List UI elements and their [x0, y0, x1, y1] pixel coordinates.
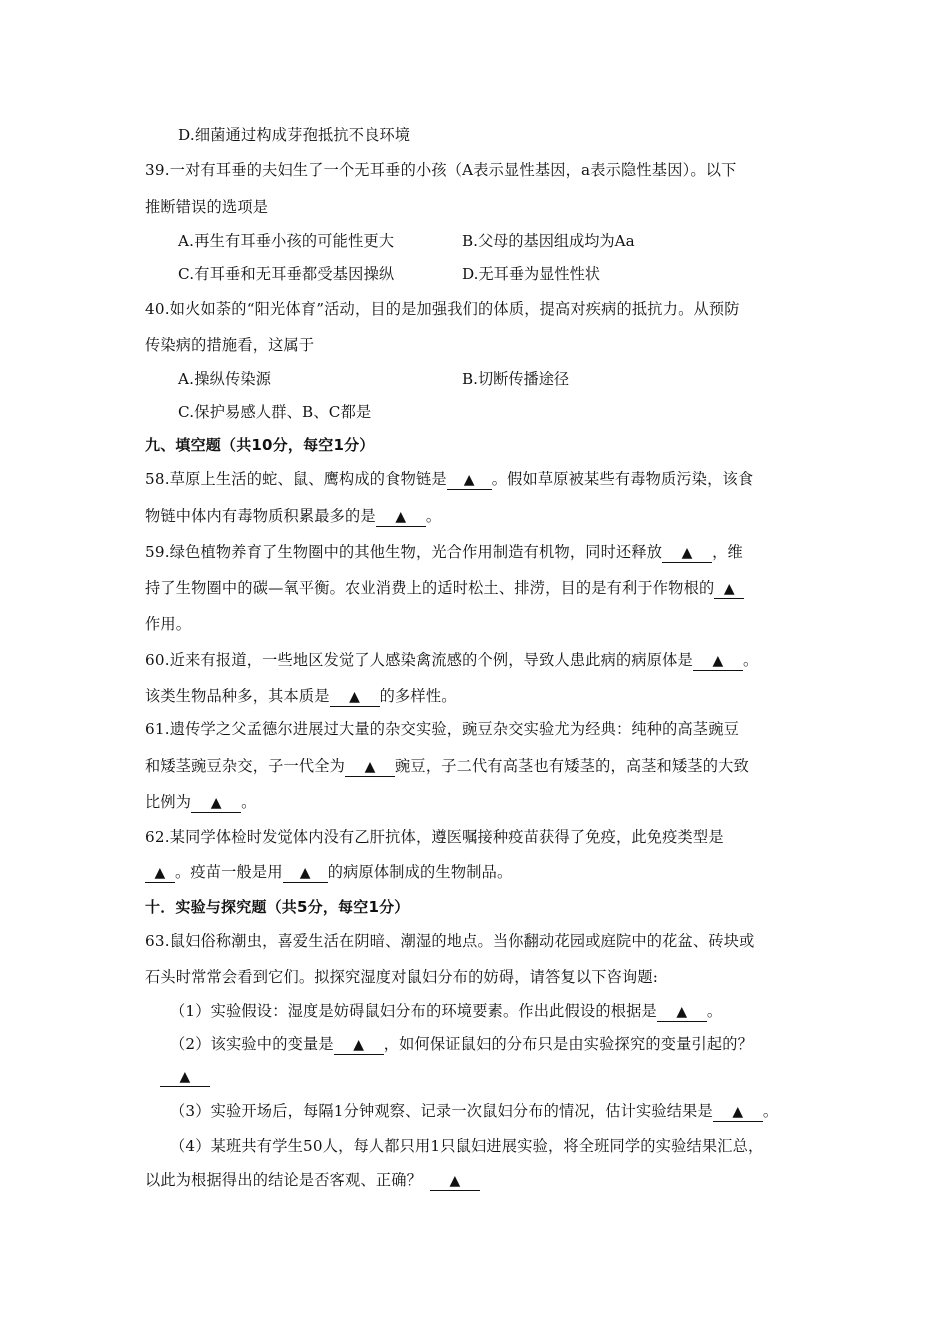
- text-fragment: 近来有报道，一些地区发觉了人感染禽流感的个例，导致人患此病的病原体是: [169, 651, 693, 669]
- answer-blank: ▲: [657, 1003, 707, 1022]
- answer-blank: ▲: [430, 1172, 480, 1191]
- text-fragment: 以此为根据得出: [145, 1171, 253, 1189]
- text-fragment: （2）该实验中的变量是: [170, 1035, 334, 1053]
- q61-line3: [145, 792, 257, 813]
- q63-item2-answer: [160, 1066, 210, 1087]
- q40-stem-line1: 40.如火如荼的“阳光体育”活动，目的是加强我们的体质，提高对疾病的抵抗力。从预防: [145, 300, 740, 318]
- q39-option-d: D.无耳垂为显性性状: [462, 265, 600, 283]
- text-fragment: 和矮茎豌豆杂交，子一代全为: [145, 757, 346, 775]
- answer-blank: ▲: [191, 794, 241, 813]
- q60-line1: [145, 650, 758, 671]
- text-fragment: 。: [742, 651, 759, 669]
- text-fragment: （3）实验开场后，每隔1分钟观察、记录一次鼠妇分布的情况，估计实验结果是: [170, 1102, 713, 1120]
- answer-blank: ▲: [447, 471, 492, 490]
- q62-line2: [145, 862, 512, 883]
- answer-blank: ▲: [330, 688, 380, 707]
- q39-option-b: B.父母的基因组成均为Aa: [462, 232, 635, 250]
- text-fragment: .: [164, 651, 170, 669]
- q40-option-b: B.切断传播途径: [462, 370, 570, 388]
- q63-stem-line1: 63.鼠妇俗称潮虫，喜爱生活在阴暗、潮湿的地点。当你翻动花园或庭院中的花盆、砖块或: [145, 932, 755, 950]
- q63-item3: [170, 1101, 778, 1122]
- q40-stem-line2: 传染病的措施看，这属于: [145, 336, 315, 354]
- text-fragment: 。: [425, 507, 442, 525]
- text-fragment: ，: [545, 579, 561, 597]
- q40-option-c: C.保护易感人群、B、C都是: [178, 403, 372, 421]
- q63-stem-line2: 石头时常常会看到它们。拟探究湿度对鼠妇分布的妨碍，请答复以下咨询题:: [145, 968, 659, 986]
- q39-option-a: A.再生有耳垂小孩的可能性更大: [178, 232, 395, 250]
- q61-line2: [145, 756, 749, 777]
- q40-option-a: A.操纵传染源: [178, 370, 272, 388]
- q59-line2: [145, 578, 744, 599]
- text-fragment: ，维: [712, 543, 743, 561]
- text-fragment: 同时还释放: [585, 543, 663, 561]
- text-fragment: 。: [762, 1102, 779, 1120]
- section10-heading: 十．实验与探究题（共5分，每空1分）: [145, 898, 410, 916]
- answer-blank: ▲: [283, 864, 328, 883]
- text-fragment: 。: [241, 793, 257, 811]
- text-fragment: 的结论是否客观、正确？: [252, 1171, 422, 1189]
- q58-line2: [145, 506, 441, 527]
- text-fragment: 物链中体内有毒物质积累最多的是: [145, 507, 376, 525]
- text-fragment: 59.绿色植物养育了生物圈中的其他生物，光合作用制造有机物: [145, 543, 570, 561]
- q39-option-c: C.有耳垂和无耳垂都受基因操纵: [178, 265, 395, 283]
- q59-line1: [145, 542, 743, 563]
- text-fragment: 。: [706, 1002, 723, 1020]
- answer-blank: ▲: [160, 1068, 210, 1087]
- text-fragment: 58.草原上生活的蛇、鼠、鹰构成的食物链是: [145, 470, 447, 488]
- answer-blank: ▲: [714, 580, 744, 599]
- text-fragment: 豌豆，子二代有高茎也有矮茎的，高茎和矮茎的大致: [395, 757, 749, 775]
- answer-blank: ▲: [693, 652, 743, 671]
- q63-item4-line2: [145, 1170, 480, 1191]
- q38-option-d: D.细菌通过构成芽孢抵抗不良环境: [178, 126, 411, 144]
- answer-blank: ▲: [713, 1103, 763, 1122]
- text-fragment: 持了生物圈中的碳—氧平衡。农业消费上的适时松土、排涝: [145, 579, 546, 597]
- q62-line1: 62.某同学体检时发觉体内没有乙肝抗体，遵医嘱接种疫苗获得了免疫，此免疫类型是: [145, 828, 724, 846]
- text-fragment: 60: [145, 651, 165, 669]
- text-fragment: 。疫苗一般是用: [175, 863, 283, 881]
- text-fragment: ，: [569, 543, 586, 561]
- answer-blank: ▲: [345, 758, 395, 777]
- text-fragment: （1）实验假设：湿度是妨碍鼠妇分布的环境要素。作出此假设的根据是: [170, 1002, 657, 1020]
- text-fragment: 比例为: [145, 793, 192, 811]
- q61-line1: 61.遗传学之父孟德尔进展过大量的杂交实验，豌豆杂交实验尤为经典：纯种的高茎豌豆: [145, 720, 740, 738]
- text-fragment: 的病原体制成的生物制品。: [327, 863, 513, 881]
- q63-item4-line1: （4）某班共有学生50人，每人都只用1只鼠妇进展实验，将全班同学的实验结果汇总，: [170, 1137, 764, 1155]
- q59-line3: 作用。: [145, 615, 192, 633]
- q63-item2: [170, 1034, 753, 1055]
- q63-item1: [170, 1001, 722, 1022]
- answer-blank: ▲: [334, 1036, 384, 1055]
- q60-line2: [145, 686, 457, 707]
- q58-line1: [145, 469, 753, 490]
- text-fragment: 该类生物品种多，其本质是: [145, 687, 330, 705]
- answer-blank: ▲: [145, 864, 175, 883]
- text-fragment: 。假如草原被某些有毒物质污染，该食: [491, 470, 754, 488]
- answer-blank: ▲: [662, 544, 712, 563]
- text-fragment: ，如何保证鼠妇的分布只是由实验探究的变量引起的？: [383, 1035, 754, 1053]
- text-fragment: 目的是有利于作物根的: [560, 579, 715, 597]
- section9-heading: 九、填空题（共10分，每空1分）: [145, 436, 375, 454]
- q39-stem-line1: 39.一对有耳垂的夫妇生了一个无耳垂的小孩（A表示显性基因，a表示隐性基因）。以下: [145, 161, 737, 179]
- answer-blank: ▲: [376, 508, 426, 527]
- text-fragment: 的多样性。: [379, 687, 457, 705]
- q39-stem-line2: 推断错误的选项是: [145, 198, 269, 216]
